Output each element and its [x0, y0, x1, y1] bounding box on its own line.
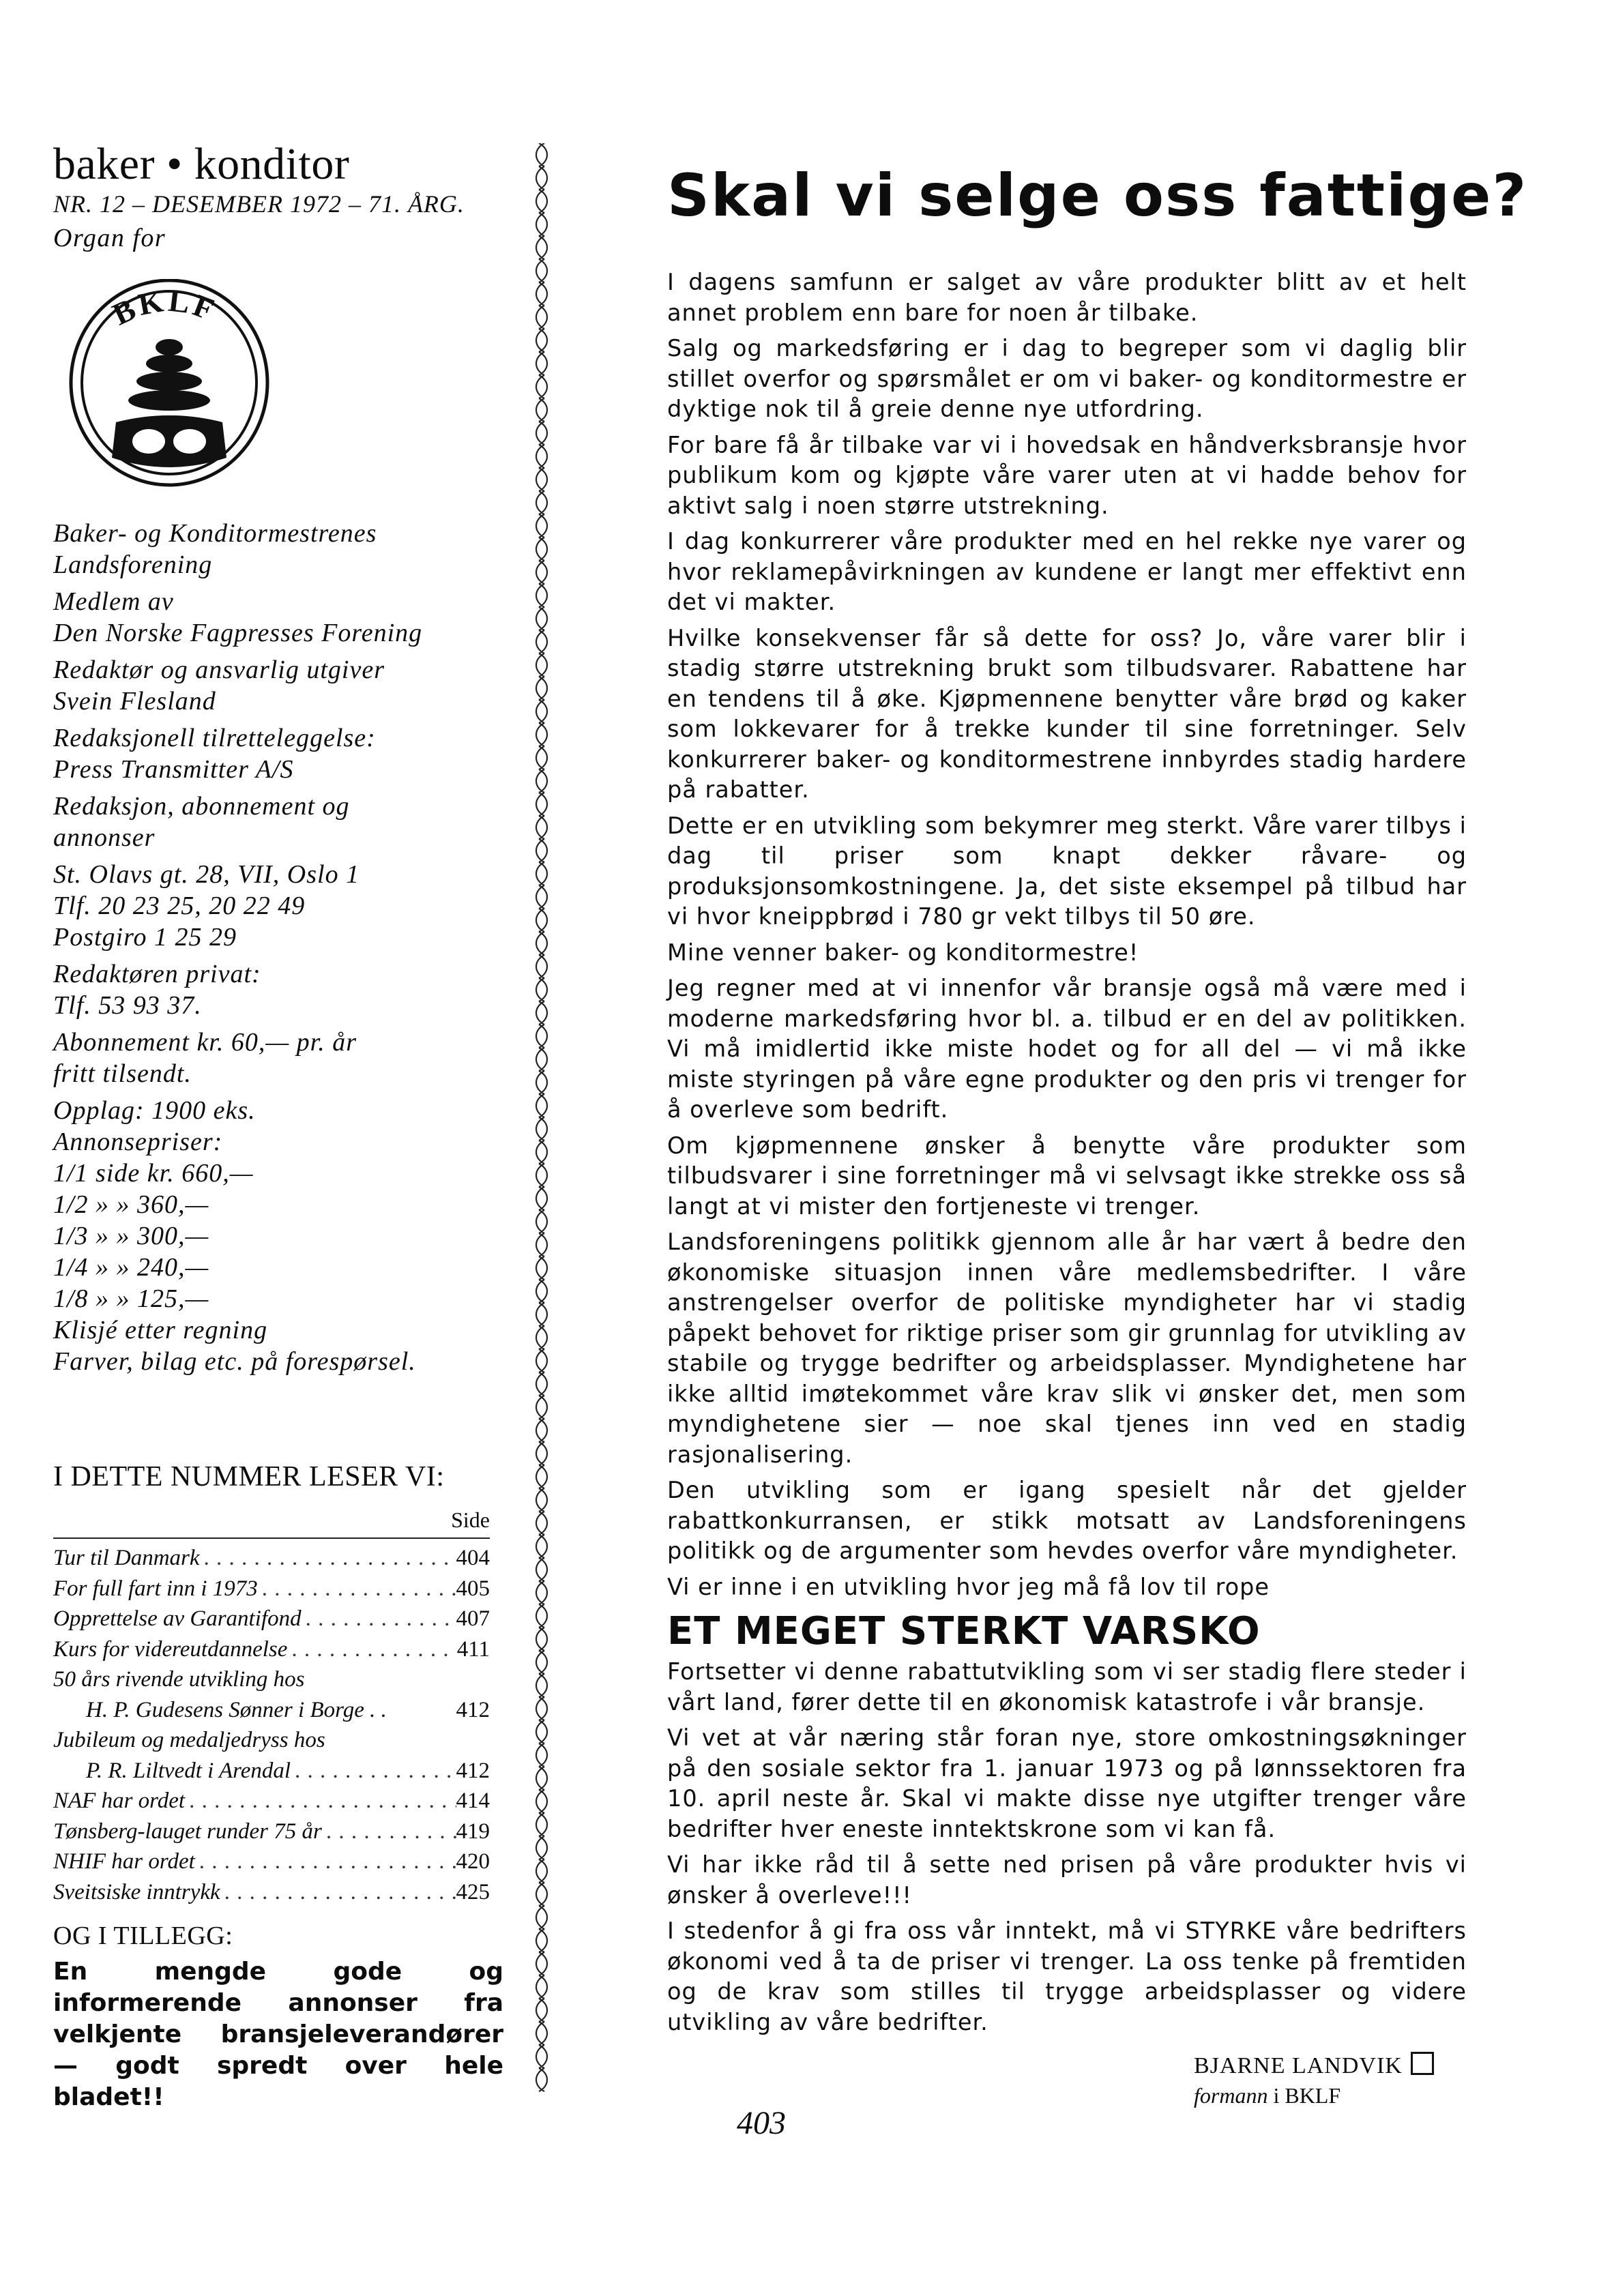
article-headline: Skal vi selge oss fattige?: [667, 162, 1528, 230]
extra-text: En mengde gode og informerende annonser fra velkjente bransjeleverandører — godt spredt over hele bladet!!: [53, 1958, 503, 2111]
toc-item: Tur til Danmark . . . 404: [53, 1543, 490, 1574]
info-block-layout: Redaksjonell tilretteleggelse: Press Transmitter A/S: [53, 724, 376, 784]
article-paragraph: Fortsetter vi denne rabattutvikling som vi ser stadig flere steder i vårt land, fører dette til en økonomisk katastrofe i vår bransje.: [667, 1658, 1467, 1716]
article-paragraph: Landsforeningens politikk gjennom alle år har vært å bedre den økonomiske situasjon innen våre medlemsbedrifter. I våre anstrengelser overfor de politiske myndigheter har vi stadig påpekt behovet for riktige priser som gir grunnlag for utvikling av stabile og trygge bedrifter og arbeidsplasser. Myndighetene har ikke alltid imøtekommet våre krav slik vi ønsker det, men som myndighetene sier — noe skal tjenes inn ved en stadig rasjonalisering.: [667, 1228, 1467, 1468]
end-mark-icon: [1411, 2052, 1434, 2075]
extra-heading: OG I TILLEGG:: [53, 1922, 233, 1950]
article-paragraph: Hvilke konsekvenser får så dette for oss? Jo, våre varer blir i stadig større utstrekning brukt som tilbudsvarer. Rabattene har en tendens til å øke. Kjøpmennene benytter våre brød og kaker som lokkevarer for å trekke kunder til sine forretninger. Selv konkurrerer baker- og konditormestrene innbyrdes stadig hardere på rabatter.: [667, 624, 1467, 803]
price-note: Klisjé etter regning: [53, 1316, 268, 1344]
toc-item: Kurs for videreutdannelse . . . 411: [53, 1634, 490, 1665]
article-paragraph: Om kjøpmennene ønsker å benytte våre produkter som tilbudsvarer i sine forretninger må vi selvsagt ikke strekke oss så langt at vi mister den fortjeneste vi trenger.: [667, 1132, 1467, 1220]
article-paragraph: Vi vet at vår næring står foran nye, store omkostningsøkninger på den sosiale sektor fra 1. januar 1973 og på lønnssektoren fra 10. april neste år. Skal vi makte disse nye utgifter trenger våre bedrifter hver eneste inntektskrone som vi kan få.: [667, 1724, 1467, 1842]
toc-item: NAF har ordet . . . 414: [53, 1786, 490, 1816]
info-block-editor: Redaktør og ansvarlig utgiver Svein Flesland: [53, 656, 385, 716]
price-row: 1/8 » » 125,—: [53, 1284, 209, 1313]
info-block-member: Medlem av Den Norske Fagpresses Forening: [53, 587, 423, 647]
publication-info: [53, 518, 490, 1377]
toc-item: P. R. Liltvedt i Arendal . . . 412: [53, 1756, 490, 1786]
article-paragraph: For bare få år tilbake var vi i hovedsak en håndverksbransje hvor publikum kom og kjøpte våre varer uten at vi hadde behov for aktivt salg i noen større utstrekning.: [667, 431, 1467, 519]
chain-divider-path: [536, 143, 547, 2091]
toc-item: Tønsberg-lauget runder 75 år . . . 419: [53, 1816, 490, 1847]
toc-item: Sveitsiske inntrykk . . . 425: [53, 1877, 490, 1908]
chain-divider-icon: [529, 143, 557, 2094]
toc-rule: [53, 1537, 490, 1539]
issue-line: NR. 12 – DESEMBER 1972 – 71. ÅRG.: [53, 190, 465, 218]
info-block-address: St. Olavs gt. 28, VII, Oslo 1 Tlf. 20 23 25, 20 22 49 Postgiro 1 25 29: [53, 860, 360, 952]
article-paragraph: Dette er en utvikling som bekymrer meg sterkt. Våre varer tilbys i dag til priser som knapt dekker råvare- og produksjonsomkostningene. Ja, det siste eksempel på tilbud har vi hvor kneippbrød i 780 gr vekt tilbys til 50 øre.: [667, 812, 1467, 930]
toc-heading: I DETTE NUMMER LESER VI:: [53, 1461, 445, 1492]
info-block-circulation: Opplag: 1900 eks. Annonsepriser:: [53, 1096, 256, 1156]
signature-role: formann i BKLF: [1194, 2083, 1341, 2108]
price-row: 1/4 » » 240,—: [53, 1253, 209, 1282]
price-note: Farver, bilag etc. på forespørsel.: [53, 1347, 416, 1376]
masthead-title: baker • konditor: [53, 139, 350, 189]
article-subhead: ET MEGET STERKT VARSKO: [667, 1609, 1261, 1653]
info-block-editor-private: Redaktøren privat: Tlf. 53 93 37.: [53, 960, 261, 1020]
article-paragraph: Den utvikling som er igang spesielt når det gjelder rabattkonkurransen, er stikk motsatt av Landsforeningens politikk og de argumenter som hevdes overfor våre myndigheter.: [667, 1477, 1467, 1564]
left-column: [53, 139, 503, 2111]
info-block-association: Baker- og Konditormestrenes Landsforening: [53, 519, 377, 579]
table-of-contents: [53, 1460, 503, 2113]
article: [667, 158, 1528, 2043]
toc-side-label: Side: [451, 1507, 490, 1532]
toc-item: Opprettelse av Garantifond . . . 407: [53, 1604, 490, 1634]
article-paragraph: Jeg regner med at vi innenfor vår bransje også må være med i moderne markedsføring hvor bl. a. tilbud er en del av politikken. Vi må imidlertid ikke miste hodet og for all del — vi må ikke miste styringen på våre egne produkter og den pris vi trenger for å overleve som bedrift.: [667, 975, 1467, 1123]
toc-list: [53, 1543, 490, 1907]
article-paragraph: Salg og markedsføring er i dag to begreper som vi daglig blir stillet overfor og spørsmålet er om vi baker- og konditormestre er dyktige nok til å greie denne nye utfordring.: [667, 335, 1467, 422]
toc-item: For full fart inn i 1973 . . . 405: [53, 1574, 490, 1604]
ad-price-list: [53, 1158, 490, 1377]
article-paragraph: Vi har ikke råd til å sette ned prisen på våre produkter hvis vi ønsker å overleve!!!: [667, 1851, 1467, 1909]
toc-item: NHIF har ordet . . . 420: [53, 1846, 490, 1877]
signature-name: BJARNE LANDVIK: [1194, 2052, 1434, 2080]
toc-item: 50 års rivende utvikling hos: [53, 1667, 305, 1692]
article-body: [667, 267, 1467, 2037]
article-paragraph: Mine venner baker- og konditormestre!: [667, 939, 1139, 966]
bklf-logo-icon: [68, 279, 270, 490]
signature-block: [1194, 2052, 1434, 2110]
article-paragraph: I dag konkurrerer våre produkter med en hel rekke nye varer og hvor reklamepåvirkningen av kundene er langt mer effektivt enn det vi makter.: [667, 528, 1467, 615]
info-block-price: Abonnement kr. 60,— pr. år fritt tilsendt.: [53, 1028, 357, 1088]
page-number: 403: [737, 2105, 786, 2141]
organ-label: Organ for: [53, 224, 166, 252]
article-paragraph: Vi er inne i en utvikling hvor jeg må få lov til rope: [667, 1573, 1270, 1600]
toc-item: Jubileum og medaljedryss hos: [53, 1728, 325, 1752]
price-row: 1/3 » » 300,—: [53, 1222, 209, 1250]
info-block-subscription: Redaksjon, abonnement og annonser: [53, 792, 350, 852]
article-paragraph: I dagens samfunn er salget av våre produkter blitt av et helt annet problem enn bare for noen år tilbake.: [667, 269, 1467, 326]
logo-text: BKLF: [107, 282, 222, 332]
price-row: 1/2 » » 360,—: [53, 1190, 209, 1219]
article-paragraph: I stedenfor å gi fra oss vår inntekt, må vi STYRKE våre bedrifters økonomi ved å ta de priser vi trenger. La oss tenke på fremtiden og de krav som stilles til trygge arbeidsplasser og videre utvikling av våre bedrifter.: [667, 1917, 1467, 2035]
price-row: 1/1 side kr. 660,—: [53, 1159, 254, 1188]
toc-item: H. P. Gudesens Sønner i Borge . . 412: [86, 1697, 490, 1722]
